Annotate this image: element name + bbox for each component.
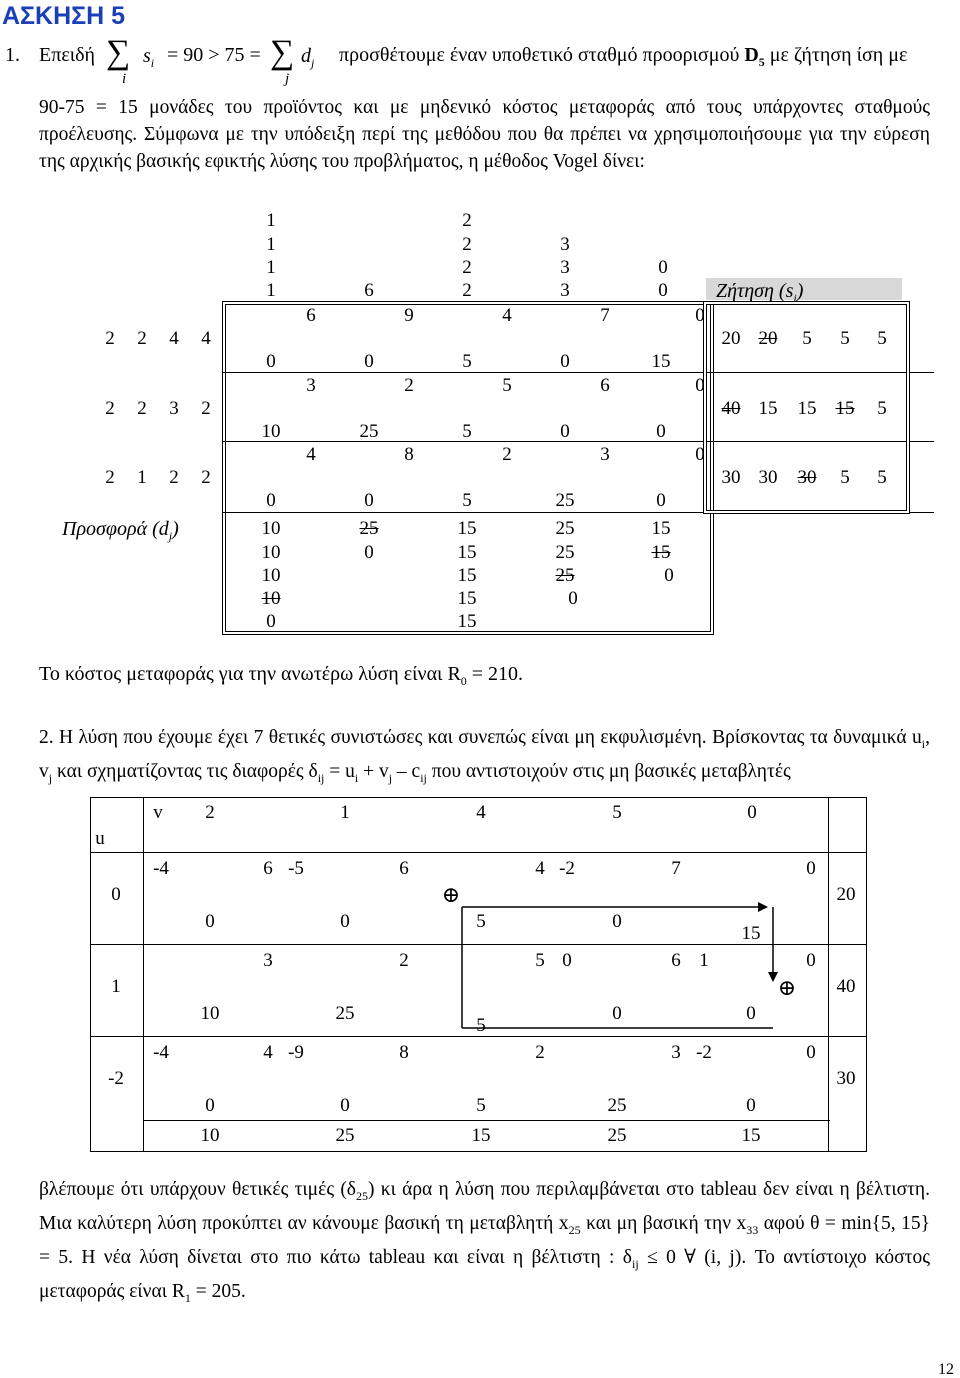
col-penalty: 0 [658, 257, 668, 278]
cost-value: 6 [399, 858, 409, 879]
u-label: u [95, 828, 105, 849]
supply-value: 15 [457, 542, 477, 563]
alloc-value: 5 [476, 911, 486, 932]
sum-symbol-left: ∑ [106, 34, 131, 71]
col-penalty: 2 [462, 280, 472, 301]
demand-value-struck: 15 [835, 398, 855, 419]
alloc-cell: 25 [359, 421, 379, 442]
alloc-value: 0 [205, 1095, 215, 1116]
demand-label: Ζήτηση $(s_i)$ [716, 280, 804, 305]
supply-value-struck: 10 [261, 588, 281, 609]
demand-value: 20 [721, 328, 741, 349]
col-penalty: 1 [266, 210, 276, 231]
col-penalty: 0 [658, 280, 668, 301]
demand-value: 15 [471, 1125, 491, 1146]
demand-value: 5 [877, 467, 887, 488]
alloc-value: 0 [746, 1003, 756, 1024]
supply-value: 25 [555, 518, 575, 539]
supply-value: 15 [457, 565, 477, 586]
alloc-cell: 5 [462, 421, 472, 442]
sum-symbol-right: ∑ [270, 34, 295, 71]
cost-cell: 5 [502, 375, 512, 396]
sum-index-left: i [122, 71, 127, 87]
alloc-cell: 0 [364, 490, 374, 511]
alloc-value: 0 [612, 911, 622, 932]
supply-value: 30 [836, 1068, 856, 1089]
col-penalty: 2 [462, 257, 472, 278]
cost-cell: 6 [600, 375, 610, 396]
formula-equality: = 90 > 75 = [167, 44, 261, 66]
demand-value: 5 [802, 328, 812, 349]
section1-paragraph: 90-75 = 15 μονάδες του προϊόντος και με μηδενικό κόστος μεταφοράς από τους υπάρχοντες σταθμούς προέλευσης. Σύμφωνα με την υπόδειξη περί της μεθόδου που θα πρέπει να χρησιμοποιήσουμε για την εύρεση της αρχικής βασικής εφικτής λύσης του προβλήματος, η μέθοδος Vogel δίνει: [39, 97, 930, 172]
cost-cell: 2 [404, 375, 414, 396]
cost-value: 6 [263, 858, 273, 879]
row-penalty: 4 [201, 328, 211, 349]
u-value: 0 [111, 884, 121, 905]
demand-value: 5 [877, 398, 887, 419]
supply-value: 10 [261, 565, 281, 586]
col-penalty: 3 [560, 257, 570, 278]
alloc-value: 0 [205, 911, 215, 932]
alloc-cell: 0 [656, 490, 666, 511]
section2-paragraph: 2. Η λύση που έχουμε έχει 7 θετικές συνιστώσες και συνεπώς είναι μη εκφυλισμένη. Βρίσκοντας τα δυναμικά $u_i$, $v_j$ και σχηματίζοντας τις διαφορές $\delta_{ij} = u_i + v_j - c_{ij}$ που αντιστοιχούν στις μη βασικές μεταβλητές [39, 727, 930, 785]
page-title: ΑΣΚΗΣΗ 5 [2, 2, 126, 30]
alloc-cell: 0 [266, 490, 276, 511]
row-penalty: 2 [169, 467, 179, 488]
alloc-value: 0 [746, 1095, 756, 1116]
supply-value: 0 [364, 542, 374, 563]
demand-value: 30 [758, 467, 778, 488]
delta-value: -4 [153, 1042, 169, 1063]
row-penalty: 2 [105, 467, 115, 488]
section-number-1: 1. [5, 44, 20, 66]
cost-value: 0 [806, 858, 816, 879]
demand-value: 25 [335, 1125, 355, 1146]
alloc-cell: 5 [462, 490, 472, 511]
col-penalty: 3 [560, 280, 570, 301]
col-penalty: 1 [266, 280, 276, 301]
cost-cell: 7 [600, 305, 610, 326]
v-value: 1 [340, 802, 350, 823]
supply-label: Προσφορά $(d_j)$ [62, 518, 179, 543]
row-penalty: 2 [105, 398, 115, 419]
v-value: 2 [205, 802, 215, 823]
demand-value-struck: 20 [758, 328, 778, 349]
col-penalty: 6 [364, 280, 374, 301]
plus-circle-icon: ⊕ [441, 882, 461, 907]
cost-value: 3 [263, 950, 273, 971]
demand-value: 15 [741, 1125, 761, 1146]
alloc-cell: 5 [462, 351, 472, 372]
alloc-value: 15 [741, 923, 761, 944]
v-value: 5 [612, 802, 622, 823]
cost-value: 3 [671, 1042, 681, 1063]
delta-value: -9 [288, 1042, 304, 1063]
alloc-value: 10 [200, 1003, 220, 1024]
demand-value: 5 [840, 467, 850, 488]
alloc-cell: 0 [560, 421, 570, 442]
alloc-cell: 25 [555, 490, 575, 511]
delta-value: -4 [153, 858, 169, 879]
supply-value: 15 [457, 518, 477, 539]
sum-index-right: j [285, 71, 290, 87]
col-penalty: 2 [462, 234, 472, 255]
row-penalty: 4 [169, 328, 179, 349]
cost-value: 4 [535, 858, 545, 879]
supply-value-struck: 15 [651, 542, 671, 563]
cost-value: 4 [263, 1042, 273, 1063]
supply-value: 15 [457, 588, 477, 609]
cost-value: 5 [535, 950, 545, 971]
supply-value: 10 [261, 542, 281, 563]
demand-value-struck: 30 [797, 467, 817, 488]
demand-value: 15 [797, 398, 817, 419]
supply-value: 15 [457, 611, 477, 632]
alloc-cell: 0 [560, 351, 570, 372]
delta-value: 1 [699, 950, 709, 971]
demand-value: 5 [877, 328, 887, 349]
alloc-cell: 15 [651, 351, 671, 372]
supply-value: 0 [266, 611, 276, 632]
supply-value: 10 [261, 518, 281, 539]
demand-value: 5 [840, 328, 850, 349]
col-penalty: 2 [462, 210, 472, 231]
row-penalty: 2 [201, 467, 211, 488]
delta-value: -2 [559, 858, 575, 879]
u-value: 1 [111, 976, 121, 997]
supply-value-struck: 25 [359, 518, 379, 539]
delta-value: -5 [288, 858, 304, 879]
cost-value: 7 [671, 858, 681, 879]
row-penalty: 2 [137, 328, 147, 349]
row-penalty: 2 [201, 398, 211, 419]
demand-value: 15 [758, 398, 778, 419]
formula-d: $d_j$ [301, 45, 315, 70]
u-value: -2 [108, 1068, 124, 1089]
supply-value: 0 [568, 588, 578, 609]
alloc-value: 0 [340, 1095, 350, 1116]
supply-value: 25 [555, 542, 575, 563]
cost-cell: 0 [695, 444, 705, 465]
cost-value: 0 [806, 1042, 816, 1063]
demand-value: 25 [607, 1125, 627, 1146]
supply-value: 15 [651, 518, 671, 539]
cost-cell: 3 [600, 444, 610, 465]
alloc-cell: 0 [266, 351, 276, 372]
cost-value: 6 [671, 950, 681, 971]
page-number: 12 [938, 1361, 954, 1378]
cost-cell: 0 [695, 305, 705, 326]
line1-text: προσθέτουμε έναν υποθετικό σταθμό προορισμού $D_5$ με ζήτηση ίση με [339, 44, 908, 69]
alloc-value: 5 [476, 1015, 486, 1036]
cost-cell: 0 [695, 375, 705, 396]
alloc-cell: 0 [656, 421, 666, 442]
col-penalty: 1 [266, 234, 276, 255]
formula-s: $s_i$ [143, 45, 155, 70]
row-penalty: 2 [105, 328, 115, 349]
supply-value: 40 [836, 976, 856, 997]
supply-value: 0 [664, 565, 674, 586]
cost-value: 8 [399, 1042, 409, 1063]
cost-cell: 2 [502, 444, 512, 465]
alloc-value: 0 [340, 911, 350, 932]
row-penalty: 2 [137, 398, 147, 419]
alloc-cell: 10 [261, 421, 281, 442]
cost-cell: 6 [306, 305, 316, 326]
alloc-value: 5 [476, 1095, 486, 1116]
supply-value: 20 [836, 884, 856, 905]
cost-value: 2 [399, 950, 409, 971]
plus-circle-icon: ⊕ [777, 975, 797, 1000]
cost-cell: 4 [306, 444, 316, 465]
cost-value: 2 [535, 1042, 545, 1063]
v-value: 0 [747, 802, 757, 823]
cost-cell: 3 [306, 375, 316, 396]
col-penalty: 1 [266, 257, 276, 278]
v-label: v [153, 802, 163, 823]
alloc-cell: 0 [364, 351, 374, 372]
supply-value-struck: 25 [555, 565, 575, 586]
v-value: 4 [476, 802, 486, 823]
alloc-value: 0 [612, 1003, 622, 1024]
cost-cell: 9 [404, 305, 414, 326]
alloc-value: 25 [335, 1003, 355, 1024]
demand-value: 10 [200, 1125, 220, 1146]
cost-value: 0 [806, 950, 816, 971]
delta-value: 0 [562, 950, 572, 971]
conclusion-paragraph: βλέπουμε ότι υπάρχουν θετικές τιμές $(\delta_{25})$ κι άρα η λύση που περιλαμβάνεται στο tableau δεν είναι η βέλτιστη. Μια καλύτερη λύση προκύπτει αν κάνουμε βασική τη μεταβλητή $x_{25}$ και μη βασική την $x_{33}$ αφού θ = min{5, 15} = 5. Η νέα λύση δίνεται στο πιο κάτω tableau και είναι η βέλτιστη : $\delta_{ij} \le 0$ ∀ (i, j). Το αντίστοιχο κόστος μεταφοράς είναι $R_1 = 205$. [39, 1179, 930, 1305]
demand-value-struck: 40 [721, 398, 741, 419]
cost-cell: 8 [404, 444, 414, 465]
row-penalty: 3 [169, 398, 179, 419]
cost-cell: 4 [502, 305, 512, 326]
col-penalty: 3 [560, 234, 570, 255]
demand-value: 30 [721, 467, 741, 488]
alloc-value: 25 [607, 1095, 627, 1116]
intro-word: Επειδή [39, 44, 95, 66]
delta-value: -2 [696, 1042, 712, 1063]
cost-line: Το κόστος μεταφοράς για την ανωτέρω λύση είναι $R_0 = 210$. [39, 663, 524, 688]
row-penalty: 1 [137, 467, 147, 488]
